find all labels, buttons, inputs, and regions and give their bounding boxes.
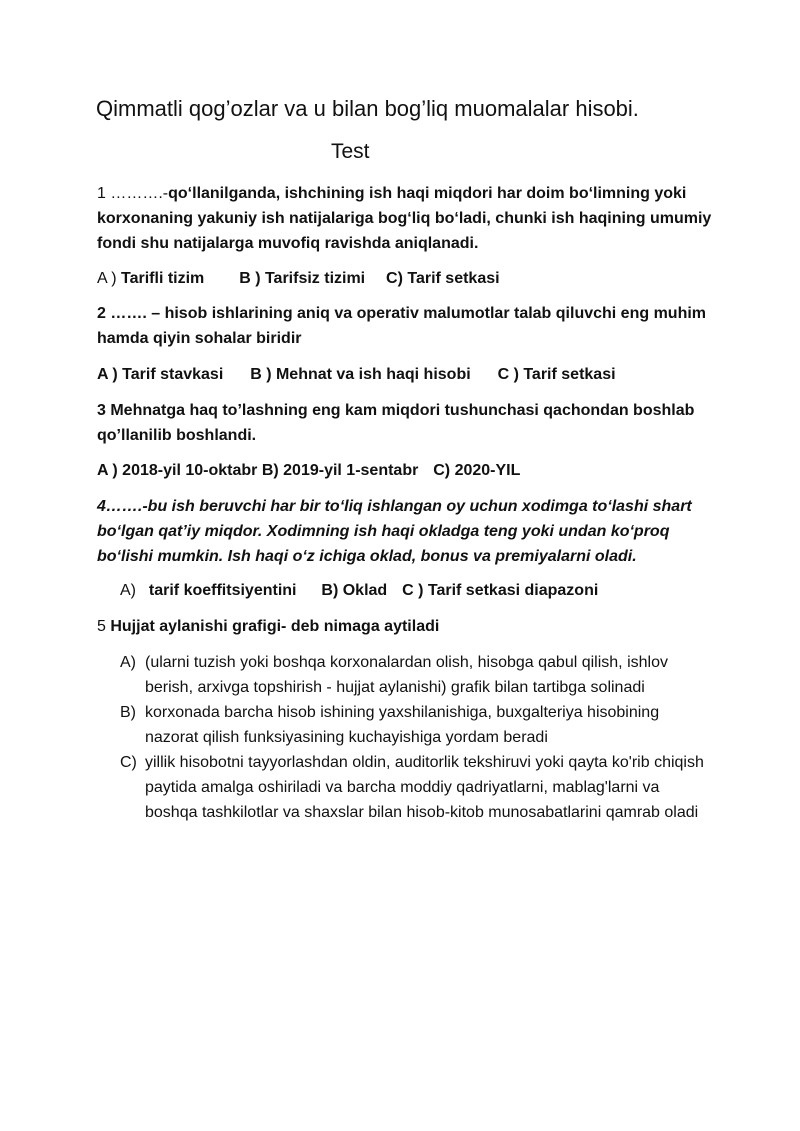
q4-option-c: C ) Tarif setkasi diapazoni	[402, 582, 599, 599]
question-1-text: qo‘llanilganda, ishchining ish haqi miqdori har doim bo‘limning yoki korxonaning yakuniy ish natijalariga bog‘liq bo‘ladi, chunki ish haqining umumiy fondi shu natijalarga muvofiq ravishda aniqlanadi.	[97, 185, 712, 252]
q1-option-a: Tarifli tizim	[121, 270, 205, 287]
q3-option-a: A ) 2018-yil 10-oktabr	[97, 462, 258, 479]
q3-option-b: B) 2019-yil 1-sentabr	[261, 462, 419, 479]
question-4: 4…….-bu ish beruvchi har bir to‘liq ishlangan oy uchun xodimga to‘lashi shart bo‘lgan qat’iy miqdor. Xodimning ish haqi okladga teng yoki undan ko‘proq bo‘lishi mumkin. Ish haqi o‘z ichiga oklad, bonus va premiyalarni oladi.	[97, 498, 692, 565]
question-4-options	[120, 580, 598, 602]
q1-option-c: C) Tarif setkasi	[386, 270, 500, 287]
q2-option-c: C ) Tarif setkasi	[497, 366, 616, 383]
question-5-number: 5	[97, 618, 111, 635]
q5-option-b-text: korxonada barcha hisob ishining yaxshilanishiga, buxgalteriya hisobining nazorat qilish funksiyasining kuchayishiga yordam beradi	[145, 704, 660, 746]
question-3: 3 Mehnatga haq to’lashning eng kam miqdori tushunchasi qachondan boshlab qo’llanilib boshlandi.	[97, 402, 695, 444]
q2-option-a: A ) Tarif stavkasi	[97, 366, 224, 383]
question-2-options	[97, 364, 616, 386]
question-5-text: Hujjat aylanishi grafigi- deb nimaga aytiladi	[110, 618, 440, 635]
q1-option-a-prefix: A )	[97, 270, 122, 287]
document-subtitle: Test	[331, 140, 370, 163]
question-1-options	[97, 268, 500, 290]
question-1	[97, 181, 717, 256]
document-title: Qimmatli qog’ozlar va u bilan bog’liq muomalalar hisobi.	[96, 96, 639, 121]
question-5-options	[120, 650, 705, 825]
q5-option-a	[120, 650, 705, 700]
question-1-number: 1 ……….-	[97, 185, 169, 202]
q5-option-c-text: yillik hisobotni tayyorlashdan oldin, auditorlik tekshiruvi yoki qayta ko'rib chiqish paytida amalga oshiriladi va barcha moddiy qadriyatlarni, mablag'larni va boshqa tashkilotlar va shaxslar bilan hisob-kitob munosabatlarini qamrab oladi	[145, 754, 704, 821]
q4-option-a-marker: A)	[120, 582, 136, 599]
q2-option-b: B ) Mehnat va ish haqi hisobi	[250, 366, 471, 383]
q5-option-c	[120, 750, 705, 825]
q1-option-b: B ) Tarifsiz tizimi	[239, 270, 366, 287]
question-5	[97, 614, 717, 639]
q5-option-b-marker: B)	[120, 704, 136, 721]
q4-option-a: tarif koeffitsiyentini	[148, 582, 297, 599]
q5-option-b	[120, 700, 705, 750]
question-3-options	[97, 460, 520, 482]
q5-option-c-marker: C)	[120, 754, 137, 771]
q3-option-c: C) 2020-YIL	[433, 462, 521, 479]
q5-option-a-marker: A)	[120, 654, 136, 671]
q4-option-b: B) Oklad	[321, 582, 388, 599]
question-2: 2 ……. – hisob ishlarining aniq va operativ malumotlar talab qiluvchi eng muhim hamda qiyin sohalar biridir	[97, 305, 707, 347]
q5-option-a-text: (ularni tuzish yoki boshqa korxonalardan olish, hisobga qabul qilish, ishlov berish, arxivga topshirish - hujjat aylanishi) grafik bilan tartibga solinadi	[145, 654, 668, 696]
